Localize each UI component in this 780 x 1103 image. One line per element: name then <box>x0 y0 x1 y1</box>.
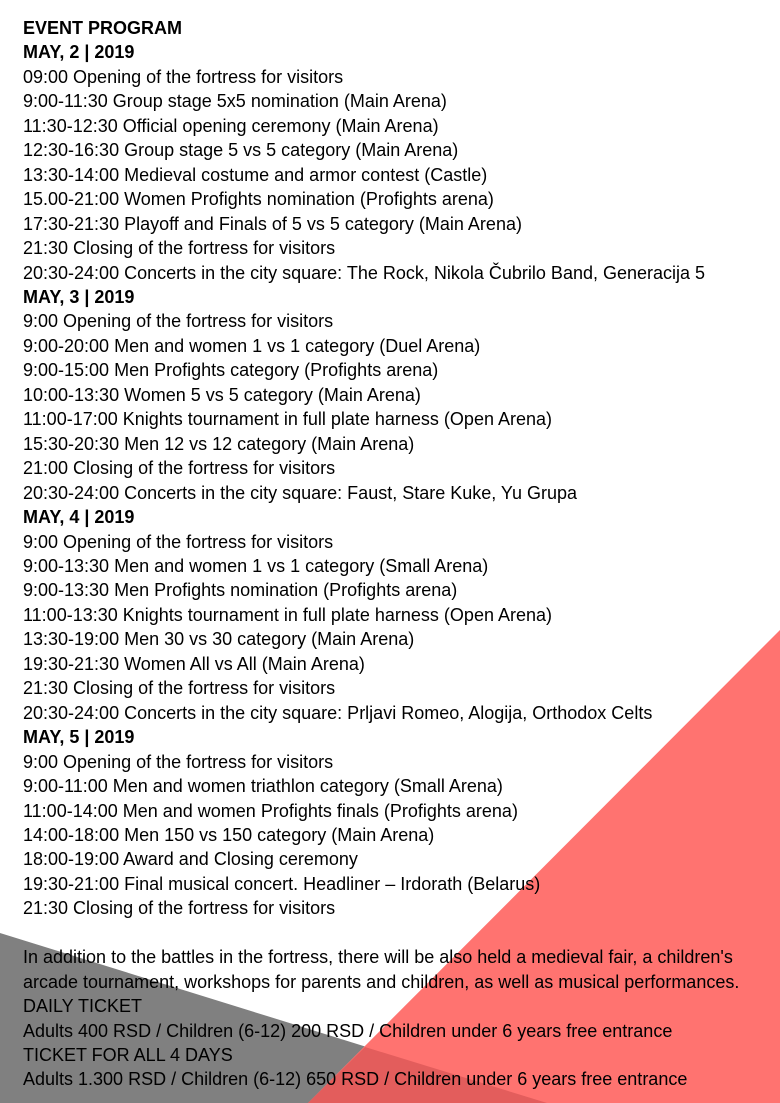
day-section <box>23 40 770 285</box>
day-heading: MAY, 4 | 2019 <box>23 507 135 528</box>
schedule-item: 21:30 Closing of the fortress for visitors <box>23 238 336 259</box>
schedule-item: 20:30-24:00 Concerts in the city square: Prljavi Romeo, Alogija, Orthodox Celts <box>23 702 653 723</box>
schedule-item: 19:30-21:30 Women All vs All (Main Arena) <box>23 653 365 674</box>
day-heading: MAY, 5 | 2019 <box>23 727 135 748</box>
schedule-item: 21:30 Closing of the fortress for visitors <box>23 898 336 919</box>
schedule-item: 9:00-15:00 Men Profights category (Profights arena) <box>23 360 439 381</box>
schedule-item: 11:00-14:00 Men and women Profights finals (Profights arena) <box>23 800 518 821</box>
schedule-item: 12:30-16:30 Group stage 5 vs 5 category (Main Arena) <box>23 140 459 161</box>
day-section <box>23 285 770 505</box>
schedule-item: 20:30-24:00 Concerts in the city square: The Rock, Nikola Čubrilo Band, Generacija 5 <box>23 262 706 283</box>
schedule-item: 18:00-19:00 Award and Closing ceremony <box>23 849 358 870</box>
days-list <box>23 40 770 920</box>
schedule-item: 09:00 Opening of the fortress for visitors <box>23 66 344 87</box>
schedule-item: 15:30-20:30 Men 12 vs 12 category (Main Arena) <box>23 433 415 454</box>
all-days-ticket-prices: Adults 1.300 RSD / Children (6-12) 650 RSD / Children under 6 years free entrance <box>23 1069 688 1090</box>
schedule-item: 11:00-17:00 Knights tournament in full plate harness (Open Arena) <box>23 409 552 430</box>
schedule-item: 9:00 Opening of the fortress for visitors <box>23 311 334 332</box>
schedule-item: 14:00-18:00 Men 150 vs 150 category (Main Arena) <box>23 824 435 845</box>
day-heading: MAY, 3 | 2019 <box>23 286 135 307</box>
daily-ticket-prices: Adults 400 RSD / Children (6-12) 200 RSD / Children under 6 years free entrance <box>23 1020 673 1041</box>
day-heading: MAY, 2 | 2019 <box>23 42 135 63</box>
schedule-item: 15.00-21:00 Women Profights nomination (Profights arena) <box>23 189 494 210</box>
schedule-item: 9:00-11:00 Men and women triathlon category (Small Arena) <box>23 776 503 797</box>
event-program-document <box>23 16 770 1092</box>
schedule-item: 13:30-14:00 Medieval costume and armor contest (Castle) <box>23 164 488 185</box>
schedule-item: 21:30 Closing of the fortress for visitors <box>23 678 336 699</box>
schedule-item: 13:30-19:00 Men 30 vs 30 category (Main Arena) <box>23 629 415 650</box>
schedule-item: 20:30-24:00 Concerts in the city square: Faust, Stare Kuke, Yu Grupa <box>23 482 577 503</box>
schedule-item: 9:00-13:30 Men Profights nomination (Profights arena) <box>23 580 458 601</box>
all-days-ticket-label: TICKET FOR ALL 4 DAYS <box>23 1045 233 1066</box>
schedule-item: 9:00-13:30 Men and women 1 vs 1 category (Small Arena) <box>23 555 489 576</box>
schedule-item: 11:30-12:30 Official opening ceremony (Main Arena) <box>23 115 439 136</box>
page-title: EVENT PROGRAM <box>23 18 183 38</box>
schedule-item: 21:00 Closing of the fortress for visitors <box>23 458 336 479</box>
daily-ticket-label: DAILY TICKET <box>23 996 143 1017</box>
schedule-item: 11:00-13:30 Knights tournament in full plate harness (Open Arena) <box>23 604 552 625</box>
schedule-item: 19:30-21:00 Final musical concert. Headliner – Irdorath (Belarus) <box>23 873 541 894</box>
schedule-item: 9:00 Opening of the fortress for visitors <box>23 751 334 772</box>
schedule-item: 9:00 Opening of the fortress for visitors <box>23 531 334 552</box>
day-section <box>23 505 770 725</box>
schedule-item: 9:00-20:00 Men and women 1 vs 1 category (Duel Arena) <box>23 335 481 356</box>
schedule-item: 17:30-21:30 Playoff and Finals of 5 vs 5 category (Main Arena) <box>23 213 522 234</box>
additional-info-paragraph: In addition to the battles in the fortress, there will be also held a medieval fair, a children's arcade tournament, workshops for parents and children, as well as musical performances. <box>23 947 740 992</box>
schedule-item: 10:00-13:30 Women 5 vs 5 category (Main Arena) <box>23 384 421 405</box>
day-section <box>23 725 770 921</box>
schedule-item: 9:00-11:30 Group stage 5x5 nomination (Main Arena) <box>23 91 447 112</box>
